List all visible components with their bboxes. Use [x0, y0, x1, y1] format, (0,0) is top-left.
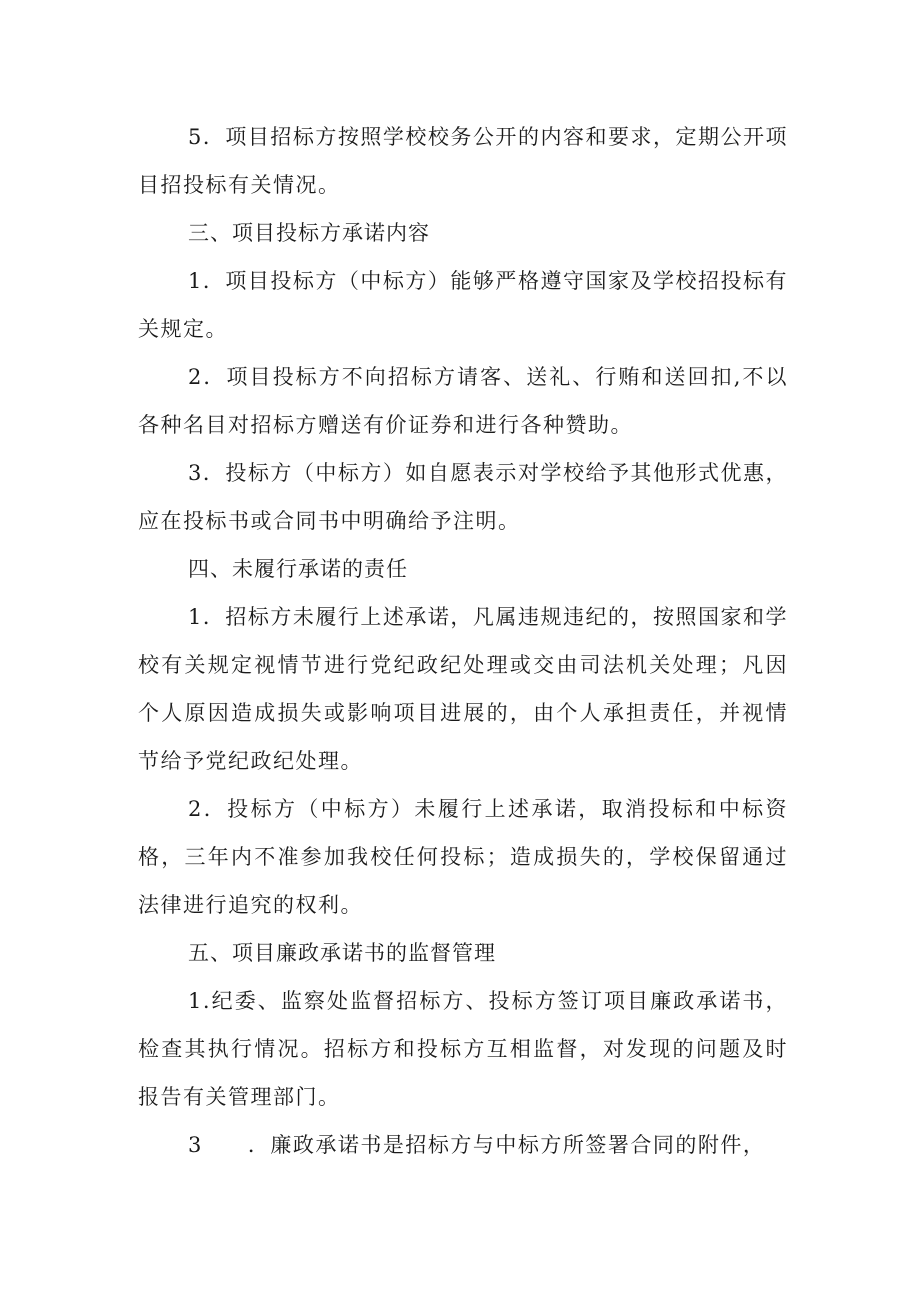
document-body [138, 113, 788, 1169]
section-heading-3: 三、项目投标方承诺内容 [188, 221, 430, 245]
paragraph-3-1: 1．项目投标方（中标方）能够严格遵守国家及学校招投标有关规定。 [138, 269, 788, 341]
paragraph-3-2: 2．项目投标方不向招标方请客、送礼、行贿和送回扣,不以各种名目对招标方赠送有价证券和进行各种赞助。 [138, 365, 788, 437]
paragraph-5-1: 1.纪委、监察处监督招标方、投标方签订项目廉政承诺书，检查其执行情况。招标方和投标方互相监督，对发现的问题及时报告有关管理部门。 [138, 989, 788, 1109]
paragraph-3-3: 3．投标方（中标方）如自愿表示对学校给予其他形式优惠，应在投标书或合同书中明确给予注明。 [138, 461, 788, 533]
paragraph-4-1: 1．招标方未履行上述承诺，凡属违规违纪的，按照国家和学校有关规定视情节进行党纪政纪处理或交由司法机关处理；凡因个人原因造成损失或影响项目进展的，由个人承担责任，并视情节给予党纪政纪处理。 [138, 605, 788, 773]
paragraph-5-3: 3 ．廉政承诺书是招标方与中标方所签署合同的附件， [188, 1133, 766, 1157]
paragraph-4-2: 2．投标方（中标方）未履行上述承诺，取消投标和中标资格，三年内不准参加我校任何投标；造成损失的，学校保留通过法律进行追究的权利。 [138, 797, 788, 917]
section-heading-5: 五、项目廉政承诺书的监督管理 [188, 941, 496, 965]
paragraph-5-publicity: 5．项目招标方按照学校校务公开的内容和要求，定期公开项目招投标有关情况。 [138, 125, 788, 197]
section-heading-4: 四、未履行承诺的责任 [188, 557, 408, 581]
